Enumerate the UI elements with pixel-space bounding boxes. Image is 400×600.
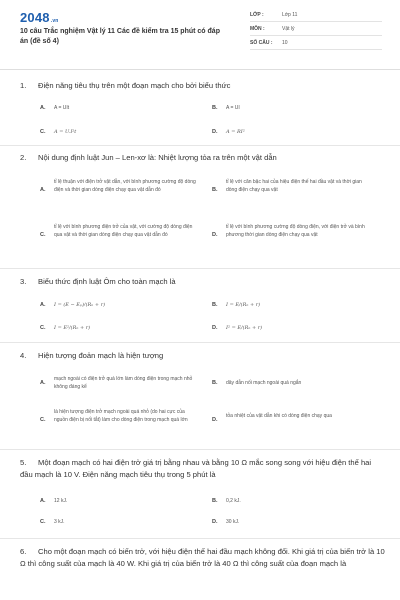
- option-text: 30 kJ.: [226, 519, 240, 525]
- question-divider: [0, 268, 400, 269]
- option-letter: B.: [212, 105, 218, 111]
- logo-suffix: .vn: [50, 18, 59, 24]
- option-letter: A.: [40, 105, 46, 111]
- option-letter: B.: [212, 187, 218, 193]
- option-text: là hiện tượng điện trở mạch ngoài quá nhỏ (do hai cực của nguồn điện bị nối tắt) làm cho dòng điện trong mạch quá lớn: [54, 409, 188, 424]
- meta-value: Vật lý: [282, 25, 295, 32]
- question-number: 2.: [20, 153, 27, 162]
- option-text: I = E/(Rₙ + r): [226, 302, 261, 308]
- question-3: [0, 274, 400, 339]
- meta-value: 10: [282, 39, 288, 46]
- option-letter: D.: [212, 129, 218, 135]
- option-text: A = U.I²t: [54, 129, 77, 135]
- question-text: [20, 80, 385, 92]
- question-text: [20, 276, 385, 288]
- meta-row-subject: [250, 22, 382, 36]
- logo-text: 2048: [20, 10, 50, 25]
- question-4: [0, 348, 400, 443]
- option-text: dây dẫn nối mạch ngoài quá ngắn: [226, 380, 302, 386]
- option-text: tỉ lệ với bình phương điện trở của vật, với cường độ dòng điện qua vật và thời gian dòng điện chạy qua vật dẫn đó: [54, 224, 193, 239]
- question-stem: Hiện tượng đoản mạch là hiện tượng: [38, 351, 164, 360]
- question-6: [0, 544, 400, 598]
- option-letter: A.: [40, 187, 46, 193]
- option-text: A = UIt: [54, 105, 70, 111]
- option-text: 12 kJ.: [54, 498, 68, 504]
- option-letter: B.: [212, 380, 218, 386]
- option-letter: D.: [212, 325, 218, 331]
- question-text: [20, 350, 385, 362]
- site-logo[interactable]: [20, 10, 59, 25]
- option-letter: A.: [40, 498, 46, 504]
- page-title: 10 câu Trắc nghiệm Vật lý 11 Các đề kiểm tra 15 phút có đáp án (đề số 4): [20, 28, 220, 45]
- option-text: 0,2 kJ.: [226, 498, 241, 504]
- question-divider: [0, 342, 400, 343]
- question-number: 5.: [20, 458, 27, 467]
- option-letter: B.: [212, 302, 218, 308]
- option-text: tỉ lệ với căn bậc hai của hiệu điện thế hai đầu vật và thời gian dòng điện chạy qua vật: [226, 179, 362, 194]
- question-5: [0, 455, 400, 535]
- option-letter: C.: [40, 519, 46, 525]
- question-1: [0, 78, 400, 143]
- option-text: tỉ lệ thuận với điện trở vật dẫn, với bình phương cường độ dòng điện và thời gian dòng điện chạy qua vật dẫn đó: [54, 179, 196, 194]
- meta-table: [250, 8, 382, 50]
- question-divider: [0, 145, 400, 146]
- question-text: [20, 457, 385, 481]
- meta-row-class: [250, 8, 382, 22]
- header-divider: [0, 69, 400, 70]
- option-letter: C.: [40, 417, 46, 423]
- option-text: I² = E/(Rₙ + r): [226, 325, 263, 331]
- question-number: 3.: [20, 277, 27, 286]
- option-text: tỏa nhiệt của vật dẫn khi có dòng điện chạy qua: [226, 413, 332, 419]
- option-text: I = (E − Eₚ)/(Rₙ + r): [54, 302, 106, 308]
- question-stem: Cho một đoạn mạch có biến trở, với hiệu điện thế hai đầu mạch không đổi. Khi giá trị của biến trở là 10 Ω thì công suất của mạch là 40 W. Khi giá trị của biến trở là 40 Ω thì công suất của đoạn mạch là: [20, 547, 385, 568]
- option-letter: D.: [212, 417, 218, 423]
- meta-key: MÔN :: [250, 25, 265, 32]
- meta-value: Lớp 11: [282, 11, 298, 18]
- meta-key: LỚP :: [250, 11, 264, 18]
- question-text: [20, 152, 385, 164]
- question-number: 4.: [20, 351, 27, 360]
- option-text: mạch ngoài có điện trở quá lớn làm dòng điện trong mạch nhỏ không đáng kể: [54, 376, 193, 391]
- option-text: I = E²/(Rₙ + r): [54, 325, 91, 331]
- question-divider: [0, 538, 400, 539]
- meta-key: SỐ CÂU :: [250, 39, 273, 46]
- option-letter: C.: [40, 325, 46, 331]
- option-letter: C.: [40, 232, 46, 238]
- question-divider: [0, 449, 400, 450]
- option-letter: A.: [40, 302, 46, 308]
- option-letter: D.: [212, 519, 218, 525]
- option-text: 3 kJ.: [54, 519, 65, 525]
- question-stem: Nội dung định luật Jun – Len-xơ là: Nhiệt lượng tỏa ra trên một vật dẫn: [38, 153, 277, 162]
- meta-row-count: [250, 36, 382, 50]
- question-stem: Biểu thức định luật Ôm cho toàn mạch là: [38, 277, 176, 286]
- option-letter: B.: [212, 498, 218, 504]
- option-text: A = RI²: [226, 129, 245, 135]
- question-stem: Điện năng tiêu thụ trên một đoạn mạch cho bởi biểu thức: [38, 81, 231, 90]
- option-letter: A.: [40, 380, 46, 386]
- question-number: 1.: [20, 81, 27, 90]
- question-2: [0, 150, 400, 265]
- question-stem: Một đoạn mạch có hai điện trở giá trị bằng nhau và bằng 10 Ω mắc song song với hiệu điện thế hai đầu mạch là 10 V. Điện năng mạch tiêu thụ trong 5 phút là: [20, 458, 372, 479]
- option-text: tỉ lệ với bình phương cường độ dòng điện, với điện trở và bình phương thời gian dòng điện chạy qua vật: [226, 224, 365, 239]
- option-text: A = UI: [226, 105, 240, 111]
- option-letter: D.: [212, 232, 218, 238]
- option-letter: C.: [40, 129, 46, 135]
- question-number: 6.: [20, 547, 27, 556]
- question-text: [20, 546, 385, 570]
- page-header: [0, 0, 400, 64]
